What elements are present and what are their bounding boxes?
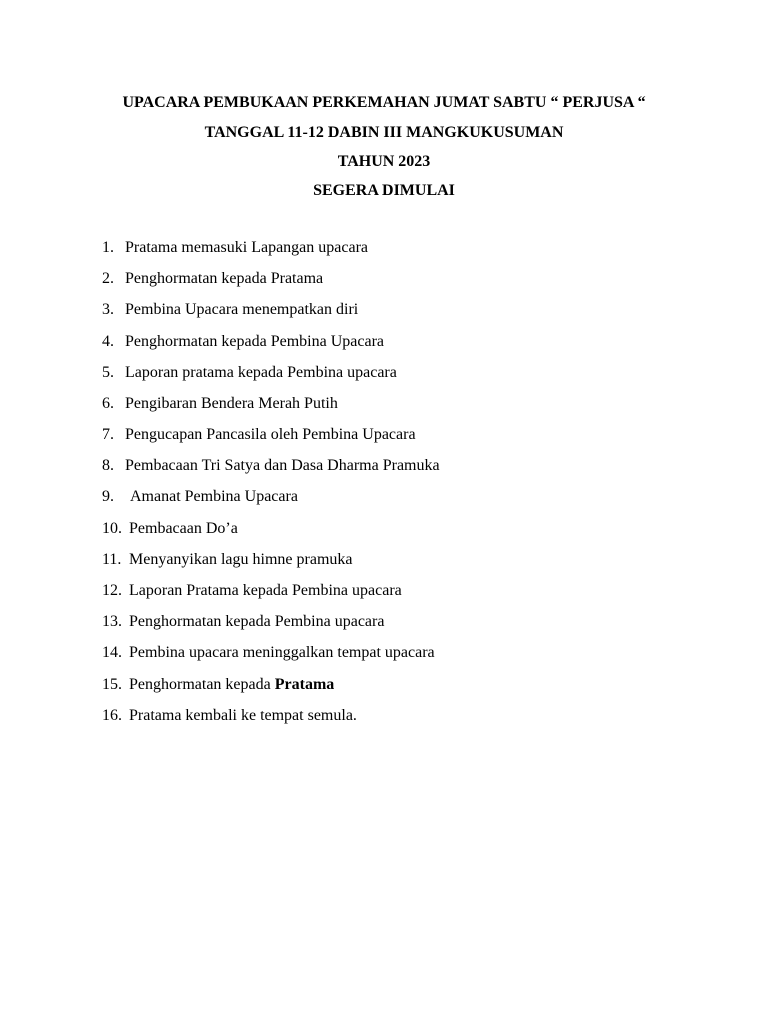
item-text: Pengibaran Bendera Merah Putih — [125, 395, 338, 412]
title-line-3: TAHUN 2023 — [337, 153, 431, 170]
item-number: 3. — [102, 301, 114, 318]
item-number: 12. — [102, 582, 122, 599]
list-item — [102, 612, 384, 632]
title-line-4: SEGERA DIMULAI — [313, 182, 455, 199]
list-item — [102, 550, 353, 570]
list-item — [102, 456, 440, 476]
item-text: Penghormatan kepada — [129, 676, 275, 693]
item-text: Pembina Upacara menempatkan diri — [125, 301, 359, 318]
item-number: 13. — [102, 613, 122, 630]
item-text: Menyanyikan lagu himne pramuka — [129, 551, 353, 568]
item-number: 9. — [102, 488, 114, 505]
item-number: 8. — [102, 457, 114, 474]
item-number: 11. — [102, 551, 122, 568]
item-text: Pembacaan Tri Satya dan Dasa Dharma Pramuka — [125, 457, 440, 474]
title-line-2: TANGGAL 11-12 DABIN III MANGKUKUSUMAN — [204, 124, 564, 141]
item-text: Pratama memasuki Lapangan upacara — [125, 239, 368, 256]
list-item — [102, 238, 368, 258]
item-text: Amanat Pembina Upacara — [130, 488, 298, 505]
item-number: 4. — [102, 333, 114, 350]
item-text: Pengucapan Pancasila oleh Pembina Upacara — [125, 426, 416, 443]
item-text: Pratama kembali ke tempat semula. — [129, 707, 357, 724]
item-text-bold: Pratama — [274, 676, 335, 693]
item-number: 15. — [102, 676, 122, 693]
list-item — [102, 269, 323, 289]
item-number: 16. — [102, 707, 122, 724]
item-number: 5. — [102, 364, 114, 381]
item-text: Penghormatan kepada Pembina Upacara — [125, 333, 385, 350]
list-item — [102, 675, 334, 695]
list-item — [102, 487, 298, 507]
list-item — [102, 332, 384, 352]
item-text: Pembacaan Do’a — [129, 520, 238, 537]
list-item — [102, 519, 238, 539]
list-item — [102, 394, 338, 414]
title-line-1: UPACARA PEMBUKAAN PERKEMAHAN JUMAT SABTU “ PERJUSA “ — [122, 94, 646, 111]
item-number: 7. — [102, 426, 114, 443]
item-number: 1. — [102, 239, 114, 256]
item-text: Penghormatan kepada Pembina upacara — [129, 613, 385, 630]
item-number: 6. — [102, 395, 114, 412]
list-item — [102, 425, 416, 445]
list-item — [102, 643, 435, 663]
item-number: 10. — [102, 520, 122, 537]
item-number: 2. — [102, 270, 114, 287]
item-text: Pembina upacara meninggalkan tempat upacara — [129, 644, 435, 661]
item-number: 14. — [102, 644, 122, 661]
list-item — [102, 300, 358, 320]
item-text: Penghormatan kepada Pratama — [125, 270, 324, 287]
list-item — [102, 706, 357, 726]
item-text: Laporan pratama kepada Pembina upacara — [125, 364, 397, 381]
list-item — [102, 581, 402, 601]
item-text: Laporan Pratama kepada Pembina upacara — [129, 582, 402, 599]
list-item — [102, 363, 397, 383]
